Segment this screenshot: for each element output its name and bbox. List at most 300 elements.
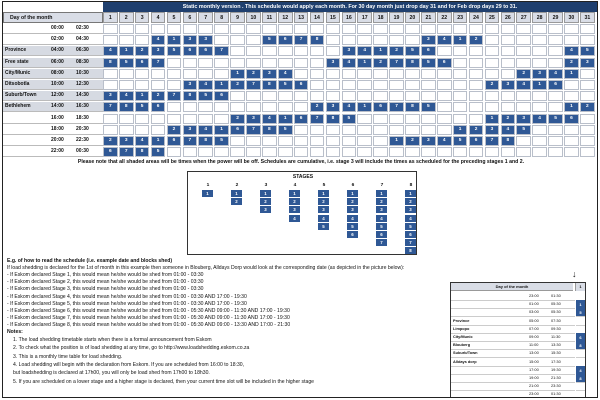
schedule-cell: 1 bbox=[214, 125, 229, 135]
stage-block: 2 bbox=[289, 198, 300, 205]
row-to-time: 18:30 bbox=[76, 114, 89, 121]
stage-block: 1 bbox=[202, 190, 213, 197]
schedule-cell bbox=[342, 69, 357, 79]
mini-row-from: 23:00 bbox=[529, 391, 539, 397]
schedule-cell bbox=[262, 46, 277, 56]
schedule-cell bbox=[532, 46, 547, 56]
schedule-cell bbox=[262, 147, 277, 157]
schedule-cell: 6 bbox=[135, 58, 150, 68]
schedule-cell bbox=[580, 136, 595, 146]
schedule-cell bbox=[373, 114, 388, 124]
schedule-cell: 6 bbox=[294, 114, 309, 124]
stages-title: STAGES bbox=[292, 174, 314, 180]
schedule-cell: 4 bbox=[501, 125, 516, 135]
schedule-cell: 2 bbox=[501, 114, 516, 124]
schedule-cell bbox=[532, 136, 547, 146]
schedule-cell: 8 bbox=[103, 58, 118, 68]
mini-table-cell: 5 bbox=[576, 308, 585, 317]
mini-table-header: Day of the month bbox=[451, 283, 573, 291]
schedule-cell bbox=[135, 80, 150, 90]
schedule-cell: 3 bbox=[501, 80, 516, 90]
schedule-cell: 3 bbox=[516, 114, 531, 124]
schedule-cell bbox=[532, 125, 547, 135]
mini-row-from: 05:00 bbox=[529, 317, 539, 323]
schedule-cell bbox=[421, 114, 436, 124]
schedule-cell bbox=[373, 80, 388, 90]
row-from-time: 12:00 bbox=[51, 92, 64, 99]
stage-block: 2 bbox=[260, 198, 271, 205]
day-number: 5 bbox=[167, 12, 182, 23]
stage-block: 1 bbox=[260, 190, 271, 197]
schedule-cell: 3 bbox=[246, 114, 261, 124]
schedule-cell bbox=[485, 35, 500, 45]
schedule-cell: 5 bbox=[278, 80, 293, 90]
day-number: 19 bbox=[389, 12, 404, 23]
schedule-cell bbox=[167, 24, 182, 34]
schedule-cell bbox=[198, 58, 213, 68]
schedule-cell bbox=[469, 46, 484, 56]
schedule-cell bbox=[373, 24, 388, 34]
schedule-cell bbox=[151, 80, 166, 90]
schedule-cell bbox=[294, 69, 309, 79]
schedule-cell: 5 bbox=[151, 147, 166, 157]
schedule-cell: 1 bbox=[151, 136, 166, 146]
stage-block: 3 bbox=[405, 206, 416, 213]
schedule-cell bbox=[246, 91, 261, 101]
row-to-time: 06:30 bbox=[76, 47, 89, 54]
schedule-cell bbox=[437, 102, 452, 112]
schedule-cell: 2 bbox=[405, 136, 420, 146]
schedule-cell bbox=[246, 24, 261, 34]
stage-block: 2 bbox=[318, 198, 329, 205]
schedule-cell bbox=[373, 91, 388, 101]
day-number: 28 bbox=[532, 12, 547, 23]
schedule-cell bbox=[516, 46, 531, 56]
schedule-cell: 4 bbox=[342, 58, 357, 68]
mini-table-day: 1 bbox=[575, 283, 585, 291]
stage-block: 5 bbox=[318, 223, 329, 230]
schedule-cell bbox=[183, 58, 198, 68]
schedule-cell bbox=[485, 69, 500, 79]
schedule-cell bbox=[357, 136, 372, 146]
schedule-cell: 7 bbox=[246, 80, 261, 90]
schedule-cell: 6 bbox=[373, 102, 388, 112]
mini-table-cell bbox=[576, 390, 585, 398]
schedule-cell bbox=[230, 91, 245, 101]
schedule-cell bbox=[405, 147, 420, 157]
mini-row-to: 13:30 bbox=[551, 342, 561, 348]
schedule-cell bbox=[453, 80, 468, 90]
schedule-cell bbox=[453, 69, 468, 79]
schedule-cell: 2 bbox=[469, 35, 484, 45]
schedule-cell: 1 bbox=[167, 35, 182, 45]
schedule-cell: 3 bbox=[580, 58, 595, 68]
schedule-cell: 8 bbox=[405, 102, 420, 112]
schedule-cell: 8 bbox=[405, 58, 420, 68]
schedule-cell: 2 bbox=[230, 80, 245, 90]
schedule-cell bbox=[548, 58, 563, 68]
example-mini-table bbox=[450, 282, 586, 398]
row-to-time: 04:30 bbox=[76, 36, 89, 43]
example-line: - If Eskom declared Stage 1, this would mean he/she would be shed from 01:00 - 03:30 bbox=[7, 272, 204, 278]
schedule-cell bbox=[230, 46, 245, 56]
down-arrow-icon: ↓ bbox=[572, 269, 577, 279]
schedule-cell: 8 bbox=[135, 147, 150, 157]
note-item: 3. This is a monthly time table for load shedding. bbox=[13, 353, 123, 360]
schedule-cell bbox=[198, 147, 213, 157]
row-to-time: 22:30 bbox=[76, 137, 89, 143]
schedule-cell bbox=[119, 35, 134, 45]
schedule-cell bbox=[485, 147, 500, 157]
schedule-cell: 4 bbox=[119, 91, 134, 101]
schedule-cell bbox=[532, 35, 547, 45]
schedule-cell bbox=[214, 102, 229, 112]
row-area-name: Suburb/Town bbox=[5, 92, 37, 99]
schedule-cell: 8 bbox=[198, 136, 213, 146]
example-line: - If Eskom declared Stage 5, this would mean he/she would be shed from 01:00 - 03:30 AND 17:00 - 19:30 bbox=[7, 300, 247, 307]
schedule-cell bbox=[214, 35, 229, 45]
schedule-cell: 1 bbox=[230, 69, 245, 79]
row-area-name: Ditsobotla bbox=[5, 81, 30, 87]
schedule-cell bbox=[516, 91, 531, 101]
schedule-cell bbox=[310, 80, 325, 90]
schedule-cell: 1 bbox=[389, 136, 404, 146]
mini-row-from: 21:00 bbox=[529, 383, 539, 389]
day-of-month-header: Day of the month bbox=[3, 12, 103, 23]
page bbox=[2, 1, 598, 398]
schedule-cell bbox=[326, 91, 341, 101]
schedule-cell bbox=[469, 80, 484, 90]
day-number: 31 bbox=[580, 12, 595, 23]
schedule-cell bbox=[294, 102, 309, 112]
schedule-cell bbox=[501, 24, 516, 34]
schedule-cell bbox=[246, 46, 261, 56]
day-number: 14 bbox=[310, 12, 325, 23]
example-line: - If Eskom declared Stage 3, this would mean he/she would be shed from 01:00 - 03:30 bbox=[7, 286, 204, 293]
schedule-cell bbox=[326, 125, 341, 135]
example-line: - If Eskom declared Stage 4, this would mean he/she would be shed from 01:00 - 03:30 AND 17:00 - 19:30 bbox=[7, 293, 247, 300]
mini-row-from: 13:00 bbox=[529, 350, 539, 356]
schedule-cell bbox=[119, 69, 134, 79]
schedule-cell: 4 bbox=[357, 46, 372, 56]
schedule-cell: 3 bbox=[151, 46, 166, 56]
row-from-time: 06:00 bbox=[51, 58, 64, 65]
schedule-cell bbox=[405, 35, 420, 45]
schedule-cell bbox=[342, 125, 357, 135]
schedule-cell bbox=[357, 147, 372, 157]
schedule-cell bbox=[453, 91, 468, 101]
schedule-cell bbox=[278, 46, 293, 56]
schedule-cell bbox=[437, 114, 452, 124]
row-to-time: 12:30 bbox=[76, 81, 89, 87]
schedule-cell: 1 bbox=[453, 35, 468, 45]
schedule-cell bbox=[262, 102, 277, 112]
schedule-cell: 5 bbox=[119, 58, 134, 68]
schedule-cell bbox=[469, 58, 484, 68]
schedule-cell bbox=[246, 136, 261, 146]
schedule-cell bbox=[373, 69, 388, 79]
notes-heading: Notes: bbox=[7, 329, 23, 335]
schedule-cell bbox=[501, 102, 516, 112]
schedule-cell bbox=[357, 69, 372, 79]
schedule-cell bbox=[548, 24, 563, 34]
schedule-cell: 3 bbox=[326, 58, 341, 68]
schedule-cell: 7 bbox=[119, 147, 134, 157]
mini-row-name: Alldays dorp bbox=[453, 358, 477, 364]
schedule-cell bbox=[119, 24, 134, 34]
schedule-cell: 2 bbox=[485, 80, 500, 90]
schedule-cell bbox=[342, 80, 357, 90]
stage-label: 7 bbox=[380, 183, 384, 188]
schedule-cell bbox=[373, 125, 388, 135]
mini-table-cell: 1 bbox=[576, 300, 585, 309]
schedule-cell bbox=[246, 102, 261, 112]
schedule-cell bbox=[405, 69, 420, 79]
stage-block: 7 bbox=[376, 239, 387, 246]
row-from-time: 00:00 bbox=[51, 25, 64, 31]
schedule-cell: 4 bbox=[198, 125, 213, 135]
schedule-cell bbox=[516, 136, 531, 146]
stage-block: 6 bbox=[347, 231, 358, 238]
schedule-cell bbox=[119, 125, 134, 135]
schedule-cell bbox=[214, 24, 229, 34]
schedule-cell bbox=[310, 147, 325, 157]
schedule-cell bbox=[532, 91, 547, 101]
schedule-cell bbox=[167, 80, 182, 90]
mini-row-to: 23:30 bbox=[551, 383, 561, 389]
schedule-cell bbox=[564, 136, 579, 146]
schedule-cell bbox=[548, 46, 563, 56]
schedule-cell: 4 bbox=[151, 35, 166, 45]
day-number: 24 bbox=[469, 12, 484, 23]
schedule-cell: 1 bbox=[532, 80, 547, 90]
schedule-row-label bbox=[3, 58, 103, 68]
schedule-cell: 2 bbox=[310, 102, 325, 112]
schedule-cell bbox=[405, 114, 420, 124]
stage-block: 4 bbox=[347, 215, 358, 222]
schedule-cell bbox=[389, 125, 404, 135]
schedule-cell bbox=[198, 69, 213, 79]
schedule-cell bbox=[485, 91, 500, 101]
schedule-cell bbox=[119, 114, 134, 124]
schedule-cell: 1 bbox=[357, 58, 372, 68]
schedule-cell bbox=[421, 125, 436, 135]
mini-row-name: Limpopo bbox=[453, 325, 470, 331]
example-intro: If load shedding is declared for the 1st of month in this example then someone in Blouberg, Alldays Dorp would look at the corresponding date (as depicted in the picture below): bbox=[7, 265, 405, 271]
stages-diagram bbox=[187, 171, 417, 255]
schedule-cell bbox=[501, 35, 516, 45]
mini-row-from: 17:00 bbox=[529, 366, 539, 372]
schedule-row-label bbox=[3, 46, 103, 56]
schedule-cell: 1 bbox=[564, 69, 579, 79]
schedule-cell: 4 bbox=[532, 114, 547, 124]
schedule-cell: 4 bbox=[516, 80, 531, 90]
note-item: 1. The load shedding timetable starts when there is a formal announcement from Eskom bbox=[13, 337, 212, 343]
schedule-cell: 2 bbox=[246, 69, 261, 79]
stage-block: 3 bbox=[347, 206, 358, 213]
schedule-cell bbox=[485, 102, 500, 112]
schedule-cell: 6 bbox=[167, 136, 182, 146]
schedule-cell bbox=[469, 91, 484, 101]
stage-block: 2 bbox=[347, 198, 358, 205]
day-number: 9 bbox=[230, 12, 245, 23]
schedule-cell bbox=[469, 147, 484, 157]
schedule-row-label bbox=[3, 91, 103, 101]
schedule-cell bbox=[278, 136, 293, 146]
stage-block: 3 bbox=[289, 206, 300, 213]
schedule-cell: 2 bbox=[230, 114, 245, 124]
schedule-cell: 8 bbox=[183, 91, 198, 101]
stage-label: 6 bbox=[351, 183, 355, 188]
mini-row-name: Province bbox=[453, 317, 470, 323]
schedule-cell: 7 bbox=[310, 114, 325, 124]
stage-block: 5 bbox=[347, 223, 358, 230]
example-line: - If Eskom declared Stage 8, this would mean he/she would be shed from 01:00 - 05:30 AND 09:00 - 13:30 AND 17:00 - 21:30 bbox=[7, 322, 291, 329]
schedule-cell bbox=[167, 114, 182, 124]
schedule-row-label bbox=[3, 136, 103, 146]
schedule-cell bbox=[214, 114, 229, 124]
schedule-cell bbox=[278, 91, 293, 101]
schedule-cell bbox=[580, 91, 595, 101]
schedule-cell: 3 bbox=[485, 125, 500, 135]
stage-label: 4 bbox=[293, 183, 297, 188]
stage-block: 3 bbox=[376, 206, 387, 213]
schedule-cell bbox=[389, 147, 404, 157]
stage-block: 5 bbox=[376, 223, 387, 230]
schedule-cell: 2 bbox=[167, 125, 182, 135]
row-from-time: 18:00 bbox=[51, 125, 64, 132]
schedule-cell bbox=[230, 102, 245, 112]
schedule-row-label bbox=[3, 24, 103, 34]
schedule-cell bbox=[357, 91, 372, 101]
schedule-cell: 3 bbox=[183, 125, 198, 135]
schedule-cell: 7 bbox=[214, 46, 229, 56]
schedule-cell: 7 bbox=[167, 91, 182, 101]
schedule-row-label bbox=[3, 69, 103, 79]
schedule-cell bbox=[278, 24, 293, 34]
schedule-cell bbox=[421, 91, 436, 101]
schedule-cell bbox=[485, 46, 500, 56]
schedule-cell bbox=[357, 24, 372, 34]
stage-block: 4 bbox=[405, 215, 416, 222]
schedule-cell bbox=[357, 35, 372, 45]
row-area-name: Province bbox=[5, 47, 27, 54]
schedule-cell: 6 bbox=[564, 114, 579, 124]
schedule-cell bbox=[246, 147, 261, 157]
stage-block: 3 bbox=[318, 206, 329, 213]
schedule-cell bbox=[151, 114, 166, 124]
schedule-cell bbox=[580, 125, 595, 135]
schedule-cell bbox=[326, 35, 341, 45]
stage-block: 1 bbox=[289, 190, 300, 197]
day-number: 6 bbox=[183, 12, 198, 23]
day-number: 20 bbox=[405, 12, 420, 23]
schedule-cell bbox=[310, 46, 325, 56]
mini-row-to: 09:30 bbox=[551, 325, 561, 331]
schedule-cell bbox=[294, 136, 309, 146]
schedule-cell: 8 bbox=[262, 125, 277, 135]
schedule-cell: 2 bbox=[580, 102, 595, 112]
schedule-cell: 1 bbox=[453, 125, 468, 135]
schedule-cell: 5 bbox=[214, 136, 229, 146]
schedule-cell bbox=[469, 114, 484, 124]
schedule-cell bbox=[437, 24, 452, 34]
schedule-cell bbox=[326, 69, 341, 79]
schedule-cell: 8 bbox=[262, 80, 277, 90]
schedule-cell bbox=[453, 147, 468, 157]
schedule-cell: 5 bbox=[421, 102, 436, 112]
schedule-cell bbox=[373, 136, 388, 146]
schedule-cell: 5 bbox=[167, 46, 182, 56]
schedule-cell: 6 bbox=[214, 91, 229, 101]
schedule-cell: 2 bbox=[469, 125, 484, 135]
schedule-cell bbox=[516, 102, 531, 112]
schedule-cell bbox=[437, 46, 452, 56]
row-to-time: 20:30 bbox=[76, 125, 89, 132]
row-from-time: 08:00 bbox=[51, 69, 64, 76]
row-from-time: 04:00 bbox=[51, 47, 64, 54]
schedule-cell bbox=[167, 58, 182, 68]
day-number: 13 bbox=[294, 12, 309, 23]
schedule-cell bbox=[564, 80, 579, 90]
schedule-cell: 3 bbox=[421, 35, 436, 45]
schedule-cell: 7 bbox=[389, 102, 404, 112]
schedule-cell: 5 bbox=[262, 35, 277, 45]
schedule-cell bbox=[310, 136, 325, 146]
schedule-cell bbox=[310, 91, 325, 101]
schedule-cell bbox=[294, 91, 309, 101]
schedule-cell: 6 bbox=[230, 125, 245, 135]
day-number: 10 bbox=[246, 12, 261, 23]
stage-block: 1 bbox=[318, 190, 329, 197]
schedule-cell bbox=[310, 69, 325, 79]
row-area-name: Bethlehem bbox=[5, 103, 31, 110]
day-number: 27 bbox=[516, 12, 531, 23]
stage-block: 4 bbox=[318, 215, 329, 222]
schedule-cell bbox=[294, 46, 309, 56]
schedule-cell bbox=[532, 147, 547, 157]
mini-row-to: 19:30 bbox=[551, 366, 561, 372]
schedule-cell bbox=[564, 35, 579, 45]
schedule-cell bbox=[103, 35, 118, 45]
stage-block: 5 bbox=[405, 223, 416, 230]
schedule-cell bbox=[389, 35, 404, 45]
schedule-cell: 6 bbox=[183, 46, 198, 56]
mini-row-from: 15:00 bbox=[529, 358, 539, 364]
note-item: 2. To check what the position is of load shedding at any time, go to http://www.loadshedding.eskom.co.za bbox=[13, 345, 250, 352]
schedule-cell bbox=[564, 24, 579, 34]
schedule-cell bbox=[310, 58, 325, 68]
schedule-cell bbox=[469, 24, 484, 34]
schedule-cell bbox=[437, 125, 452, 135]
stage-block: 2 bbox=[376, 198, 387, 205]
schedule-cell bbox=[167, 69, 182, 79]
stage-block: 4 bbox=[289, 215, 300, 222]
schedule-cell bbox=[437, 91, 452, 101]
schedule-cell: 6 bbox=[437, 58, 452, 68]
note-item: 5. If you are scheduled on a lower stage and a higher stage is declared, then your current time slot will be included in the higher stage bbox=[13, 378, 314, 385]
schedule-cell bbox=[580, 69, 595, 79]
schedule-cell: 4 bbox=[437, 136, 452, 146]
schedule-cell bbox=[103, 69, 118, 79]
schedule-cell bbox=[342, 147, 357, 157]
mini-row-from: 23:00 bbox=[529, 293, 539, 298]
day-number: 16 bbox=[342, 12, 357, 23]
schedule-cell bbox=[548, 136, 563, 146]
mini-table-cell: 8 bbox=[576, 374, 585, 383]
mini-row-to: 17:30 bbox=[551, 358, 561, 364]
example-heading: E.g. of how to read the schedule (i.e. example date and blocks shed) bbox=[7, 258, 173, 264]
